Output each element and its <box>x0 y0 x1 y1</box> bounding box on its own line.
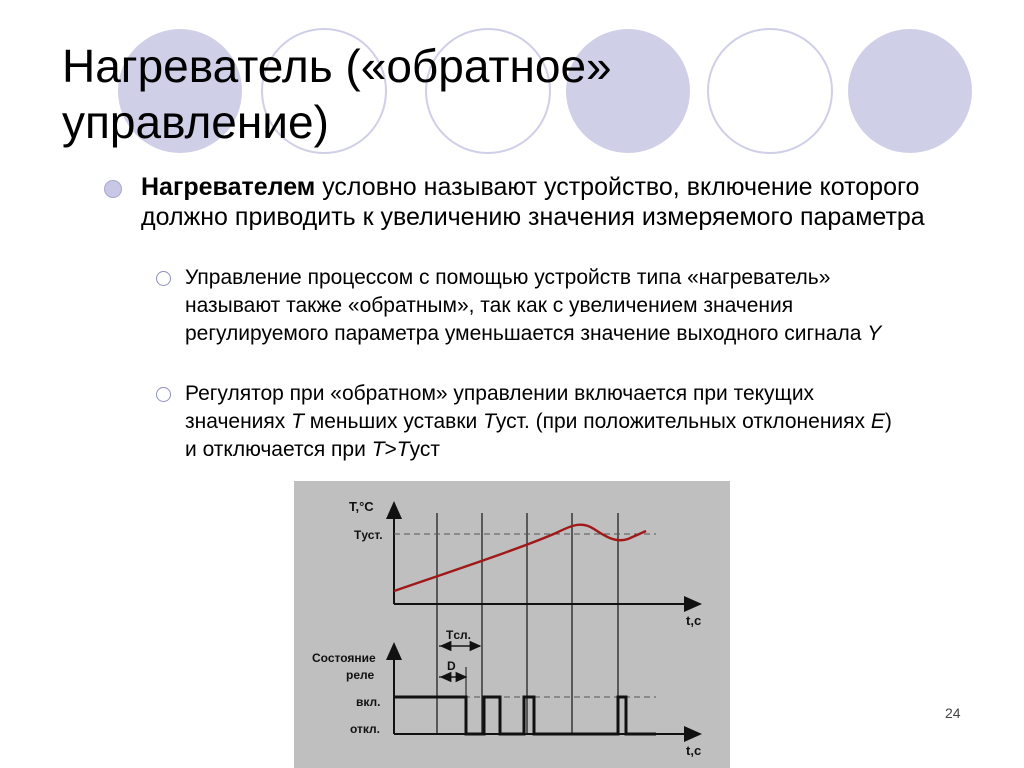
slide-title-line-1: Нагреватель («обратное» <box>62 40 612 92</box>
page-number: 24 <box>945 705 961 721</box>
bullet-main-text <box>141 172 934 232</box>
relay-off-label: откл. <box>350 722 381 736</box>
slide-title-line-2: управление) <box>62 96 329 148</box>
sub-bullet-2-italic-1: T <box>291 410 304 433</box>
bullet-ring-icon <box>156 387 171 402</box>
bullet-main-rest: условно называют устройство, включение которого должно приводить к увеличению значения измеряемого параметра <box>141 173 925 231</box>
relay-axis-label-1: Состояние <box>312 651 376 665</box>
decor-circle-6 <box>848 29 972 153</box>
sub-bullet-1-body: Управление процессом с помощью устройств типа «нагреватель» называют также «обратным», так как с увеличением значения регулируемого параметра уменьшается значение выходного сигнала <box>185 266 868 345</box>
sub-bullet-1-text <box>185 264 896 348</box>
sub-bullet-2-part-1: Регулятор при «обратном» управлении включается при текущих значениях <box>185 382 815 433</box>
relay-diagram-svg <box>294 481 730 768</box>
sub-bullet-2 <box>156 380 896 464</box>
tsl-label: Tсл. <box>446 628 471 642</box>
relay-axis-label-2: реле <box>346 668 375 682</box>
sub-bullet-2-part-4: ) и отключается при <box>185 410 892 461</box>
time-axis-top-label: t,c <box>686 613 702 628</box>
bullet-dot-icon <box>104 180 122 198</box>
sub-bullet-2-italic-3: E <box>870 410 885 433</box>
sub-bullet-2-italic-2: T <box>483 410 496 433</box>
setpoint-label: Tуст. <box>354 528 383 542</box>
sub-bullet-2-part-2: меньших уставки <box>303 410 484 433</box>
sub-bullet-2-italic-5: T <box>396 438 410 461</box>
sub-bullet-2-italic-4: T <box>371 438 385 461</box>
sub-bullet-1-italic: Y <box>867 322 882 345</box>
sub-bullet-1 <box>156 264 896 348</box>
sub-bullet-2-part-6: уст <box>409 438 440 461</box>
temperature-curve <box>394 525 646 591</box>
d-label: D <box>447 659 456 673</box>
time-gridlines <box>437 513 618 734</box>
relay-state-signal <box>394 697 656 734</box>
relay-on-label: вкл. <box>356 695 381 709</box>
sub-bullet-2-part-3: уст. (при положительных отклонениях <box>495 410 871 433</box>
time-axis-bottom-label: t,c <box>686 743 702 758</box>
slide-title <box>62 38 782 150</box>
bullet-main <box>104 172 934 232</box>
sub-bullet-2-part-5: > <box>384 438 397 461</box>
bullet-main-bold: Нагревателем <box>141 173 316 201</box>
relay-timing-diagram <box>294 481 730 768</box>
bullet-ring-icon <box>156 271 171 286</box>
temperature-axis-label: T,°C <box>349 499 374 514</box>
sub-bullet-2-text <box>185 380 896 464</box>
